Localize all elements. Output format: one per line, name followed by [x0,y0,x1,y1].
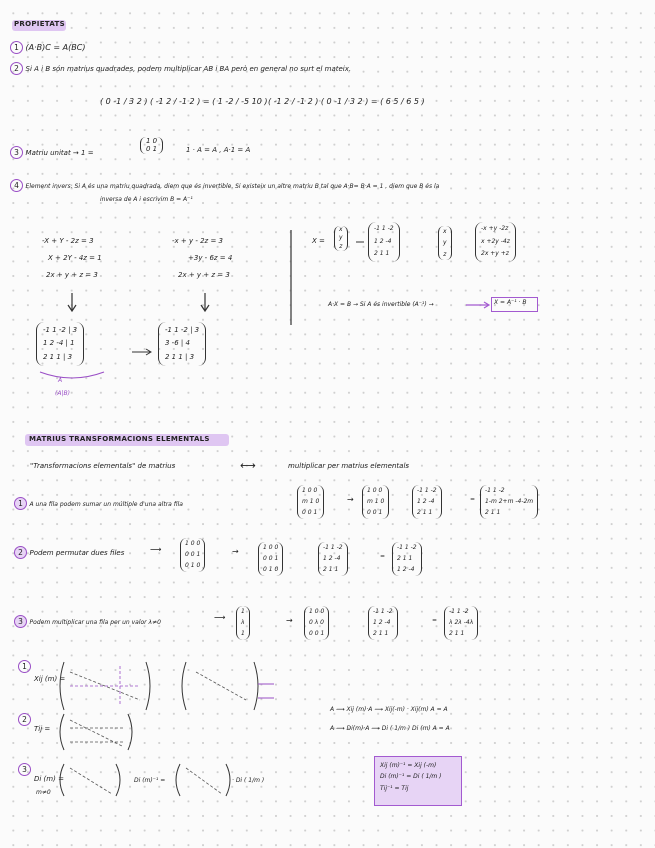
type-2-label: Tij = [34,725,51,733]
system-eq-2b: +3y - 6z = 4 [188,254,233,262]
elementary-header: MATRIUS TRANSFORMACIONS ELEMENTALS [29,435,210,443]
augmented-under-label-2: (A|B) [55,390,70,397]
e2-res-row-3: 1 2 -4 [397,565,415,573]
di-sketch [60,764,64,796]
prop-1-text: (A·B)C = A(BC) [25,43,86,52]
prop-1-number: 1 [10,41,23,54]
inverse-summary-2: Di (m)⁻¹ = Di ( 1/m ) [380,773,442,781]
coef-row-2: 1 2 -4 [374,237,392,245]
e2-m3-row-1: -1 1 -2 [323,544,343,551]
aug2-row-2: 3 -6 | 4 [165,339,190,348]
augmented-under-label: A [58,377,63,384]
type-3-number: 3 [18,763,31,776]
e2-m2-row-3: 0 1 0 [263,565,279,573]
prop-2-example-2: ( -1 2 / -1 2 ) ( 0 -1 / 3 2 ) = ( 6 5 / 6 5 ) [268,97,425,106]
elementary-3-text: Podem multiplicar una fila per un valor λ≠0 [29,619,161,626]
e1-m2-row-2: m 1 0 [367,497,385,505]
inverse-line: A·X = B → Si A és invertible (A⁻¹) → [328,301,434,308]
e2-m3-row-2: 1 2 -4 [323,554,341,562]
result-row-2: x +2y -4z [481,237,510,245]
e1-m2-row-3: 0 0 1 [367,508,383,516]
elementary-2-number: 2 [14,546,27,559]
inverse-box-text: X = A⁻¹ · B [494,299,527,306]
e1-m3-row-3: 2 1 1 [417,508,433,516]
elementary-1-number: 1 [14,497,27,510]
underbrace [40,372,104,378]
e1-res-row-2: 1-m 2+m -4-2m [485,497,534,505]
type-1-number: 1 [18,660,31,673]
type-row-a1: A ⟿ Xij (m)·A ⟿ Xij(-m) · Xij(m) A = A [330,706,448,713]
system-eq-1: -X + Y - 2z = 3 [42,237,94,245]
arrow-icon-3: → [232,547,239,556]
e3-m2-row-1: 1 0 0 [309,608,325,615]
e2-m2-row-2: 0 0 1 [263,554,279,562]
prop-3-tail: 1 · A = A , A·1 = A [186,146,251,154]
e3-m3-row-3: 2 1 1 [373,629,389,637]
aug2-row-3: 2 1 1 | 3 [165,352,195,361]
elementary-1-text: A una fila podem sumar un múltiple d'una altra fila [29,501,183,508]
prop-2-example-1: ( 0 -1 / 3 2 ) ( -1 2 / -1 2 ) = ( 1 -2 / -5 10 ) [100,97,268,106]
x-vector-2-y: y [443,239,447,247]
prop-3-number: 3 [10,146,23,159]
prop-3-matrix-row-2: 0 1 [146,144,158,153]
e3-m2-row-2: 0 λ 0 [309,618,324,626]
e1-m1-row-1: 1 0 0 [302,487,318,494]
e2-equals: = [380,553,386,560]
inverse-summary-1: Xij (m)⁻¹ = Xij (-m) [380,762,437,769]
x-vector-z: z [339,242,343,250]
e3-equals: = [432,617,438,624]
result-row-3: 2x +y +z [481,250,509,258]
type-3-inv: Di (m)⁻¹ = [134,777,166,784]
x-vector-y: y [339,234,343,242]
e1-m3-row-2: 1 2 -4 [417,497,435,505]
arrow-icon-5: → [286,616,293,625]
aug1-row-3: 2 1 1 | 3 [43,352,73,361]
e2-res-row-2: 2 1 1 [397,554,413,562]
prop-2-number: 2 [10,62,23,75]
e2-m1-row-1: 1 0 0 [185,540,201,547]
elementary-2-text: Podem permutar dues files [29,549,125,557]
e2-m1-row-2: 0 0 1 [185,550,201,558]
type-3-label: Di (m) = [34,775,64,783]
e3-res-row-1: -1 1 -2 [449,608,469,615]
e3-m2-row-3: 0 0 1 [309,629,325,637]
coef-row-3: 2 1 1 [374,250,390,258]
inverse-summary-3: Tij⁻¹ = Tij [380,784,409,792]
e1-res-row-1: -1 1 -2 [485,487,505,494]
e2-m1-row-3: 0 1 0 [185,561,201,569]
system-eq-3b: 2x + y + z = 3 [178,271,230,279]
e1-m1-row-3: 0 0 1 [302,508,318,516]
prop-3-matrix-row-1: 1 0 [146,137,158,145]
arrow-icon: → [347,495,354,504]
arrow-icon-4: ⟶ [214,613,226,622]
e1-m3-row-1: -1 1 -2 [417,487,437,494]
aug1-row-1: -1 1 -2 | 3 [43,326,78,334]
e3-m3-row-1: -1 1 -2 [373,608,393,615]
e2-m3-row-3: 2 1 1 [323,565,339,573]
e2-m2-row-1: 1 0 0 [263,544,279,551]
arrow-icon-2: ⟶ [150,545,162,554]
type-3-inv-tail: · Di ( 1/m ) [232,777,265,784]
type-row-a2: A ⟿ Di(m)·A ⟿ Di ( 1/m ) Di (m) A = A [330,725,450,732]
prop-4-text: Element invers: Si A és una matriu quadrada, diem que és invertible. Si existeix un altre matriu B tal que A·B= B·A = 1 , diem que B és la [25,183,440,190]
elementary-3-number: 3 [14,615,27,628]
e3-res-row-2: λ 2λ -4λ [449,618,474,626]
aug2-row-1: -1 1 -2 | 3 [165,326,200,334]
type-1-label: Xij (m) = [34,675,66,683]
e1-m2-row-1: 1 0 0 [367,487,383,494]
e1-res-row-3: 2 1 1 [485,508,501,516]
type-2-number: 2 [18,713,31,726]
e3-m1-row-1: 1 [241,608,245,615]
x-vector-2-x: x [443,228,447,235]
e3-m1-row-3: 1 [241,629,245,637]
x-vector-label: X = [312,237,325,245]
prop-2-text: Si A i B són matrius quadrades, podem multiplicar AB i BA però en general no surt el mateix. [25,65,352,73]
tij-sketch [60,714,64,750]
elementary-intro-left: "Transformacions elementals" de matrius [30,462,176,470]
e3-m3-row-2: 1 2 -4 [373,618,391,626]
result-row-1: -x +y -2z [481,225,509,232]
coef-row-1: -1 1 -2 [374,225,394,232]
x-vector-2-z: z [443,250,447,258]
e1-equals: = [470,496,476,503]
double-arrow-icon: ⟷ [240,459,256,472]
prop-4-number: 4 [10,179,23,192]
e2-res-row-1: -1 1 -2 [397,544,417,551]
system-eq-3: 2x + y + z = 3 [46,271,98,279]
type-3-sub: m≠0 [36,789,51,796]
prop-3-text: Matriu unitat → 1 = [25,149,94,157]
x-vector-x: x [339,226,343,233]
system-eq-1b: -x + y - 2z = 3 [172,237,223,245]
e1-m1-row-2: m 1 0 [302,497,320,505]
aug1-row-2: 1 2 -4 | 1 [43,339,75,348]
prop-4-text-2: inversa de A i escrivim B = A⁻¹ [100,196,193,203]
system-eq-2: X + 2Y - 4z = 1 [48,254,102,262]
xij-sketch [60,662,64,710]
e3-res-row-3: 2 1 1 [449,629,465,637]
elementary-intro-right: multiplicar per matrius elementals [288,462,410,470]
e3-m1-row-2: λ [241,618,245,626]
properties-header: PROPIETATS [14,20,65,28]
